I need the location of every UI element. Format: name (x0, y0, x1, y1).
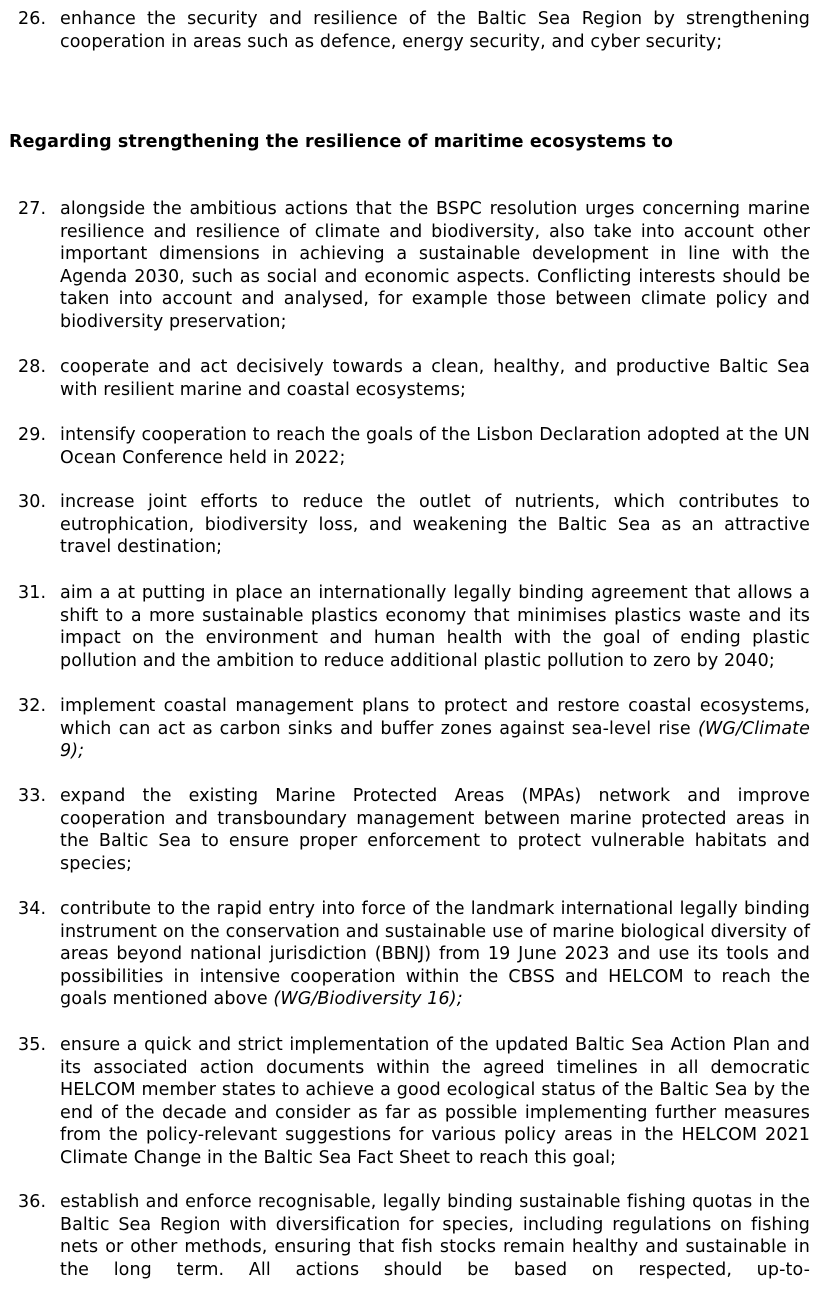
item-number: 36. (18, 1192, 47, 1212)
item-number: 31. (18, 583, 47, 603)
section-heading: Regarding strengthening the resilience of maritime ecosystems to (9, 132, 673, 152)
item-reference: (WG/Biodiversity 16); (273, 989, 463, 1010)
item-text: cooperate and act decisively towards a clean, healthy, and productive Baltic Sea with resilient marine and coastal ecosystems; (60, 357, 810, 400)
item-text: aim a at putting in place an internationally legally binding agreement that allows a shift to a more sustainable plastics economy that minimises plastics waste and its impact on the environment and human health with the goal of ending plastic pollution and the ambition to reduce additional plastic pollution to zero by 2040; (60, 583, 810, 671)
item-number: 30. (18, 492, 47, 512)
item-number: 33. (18, 786, 47, 806)
list-item (18, 198, 810, 334)
item-text: implement coastal management plans to protect and restore coastal ecosystems, which can act as carbon sinks and buffer zones against sea-level rise (WG/Climate 9); (60, 696, 810, 762)
list-item (18, 1191, 810, 1281)
item-text: alongside the ambitious actions that the BSPC resolution urges concerning marine resilience and resilience of climate and biodiversity, also take into account other important dimensions in achieving a sustainable development in line with the Agenda 2030, such as social and economic aspects. Conflicting interests should be taken into account and analysed, for example those between climate policy and biodiversity preservation; (60, 199, 810, 332)
item-text: increase joint efforts to reduce the outlet of nutrients, which contributes to eutrophication, biodiversity loss, and weakening the Baltic Sea as an attractive travel destination; (60, 492, 810, 558)
item-text: expand the existing Marine Protected Areas (MPAs) network and improve cooperation and transboundary management between marine protected areas in the Baltic Sea to ensure proper enforcement to protect vulnerable habitats and species; (60, 786, 810, 874)
list-item (18, 1034, 810, 1170)
list-item (18, 785, 810, 875)
item-number: 28. (18, 357, 47, 377)
list-item (18, 424, 810, 469)
item-number: 35. (18, 1035, 47, 1055)
item-text: contribute to the rapid entry into force of the landmark international legally binding instrument on the conservation and sustainable use of marine biological diversity of areas beyond national jurisdiction (BBNJ) from 19 June 2023 and use its tools and possibilities in intensive cooperation within the CBSS and HELCOM to reach the goals mentioned above (WG/Biodiversity 16); (60, 899, 810, 1010)
item-number: 32. (18, 696, 47, 716)
item-number: 26. (18, 9, 47, 29)
item-number: 29. (18, 425, 47, 445)
list-item (18, 898, 810, 1011)
item-text: ensure a quick and strict implementation of the updated Baltic Sea Action Plan and its associated action documents within the agreed timelines in all democratic HELCOM member states to achieve a good ecological status of the Baltic Sea by the end of the decade and consider as far as possible implementing further measures from the policy-relevant suggestions for various policy areas in the HELCOM 2021 Climate Change in the Baltic Sea Fact Sheet to reach this goal; (60, 1035, 810, 1168)
item-text: establish and enforce recognisable, legally binding sustainable fishing quotas in the Baltic Sea Region with diversification for species, including regulations on fishing nets or other methods, ensuring that fish stocks remain healthy and sustainable in the long term. All actions should be based on respected, up-to- (60, 1192, 810, 1280)
item-number: 34. (18, 899, 47, 919)
item-text: intensify cooperation to reach the goals of the Lisbon Declaration adopted at the UN Ocean Conference held in 2022; (60, 425, 810, 468)
list-item (18, 356, 810, 401)
item-text: enhance the security and resilience of the Baltic Sea Region by strengthening cooperation in areas such as defence, energy security, and cyber security; (60, 9, 810, 52)
list-item (18, 695, 810, 763)
item-number: 27. (18, 199, 47, 219)
item-reference: (WG/Climate 9); (60, 718, 810, 762)
list-item (18, 582, 810, 672)
list-item (18, 491, 810, 559)
list-item (18, 8, 810, 53)
